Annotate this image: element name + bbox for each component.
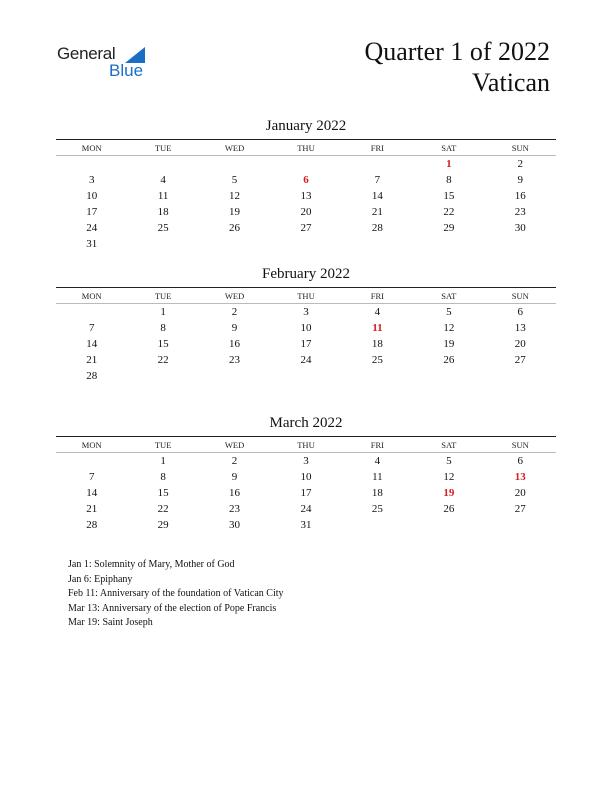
day-cell: 27	[514, 354, 526, 367]
day-cell: 20	[300, 206, 312, 219]
weekday-header: TUE	[154, 142, 172, 153]
holiday-note: Feb 11: Anniversary of the foundation of Vatican City	[68, 588, 284, 599]
logo-text-blue: Blue	[109, 61, 144, 80]
day-cell: 2	[231, 455, 238, 468]
day-cell: 21	[86, 503, 98, 516]
day-cell: 3	[303, 306, 309, 319]
week-row	[56, 454, 556, 470]
day-cell: 8	[446, 174, 452, 187]
day-cell: 21	[371, 206, 383, 219]
weekday-header: SAT	[441, 439, 457, 450]
weekday-header: TUE	[154, 290, 172, 301]
day-cell: 2	[517, 158, 523, 171]
holiday-note: Mar 19: Saint Joseph	[68, 617, 153, 628]
day-cell: 12	[229, 190, 241, 203]
day-cell: 5	[446, 306, 452, 319]
day-cell: 23	[229, 354, 241, 367]
weekday-header: SAT	[441, 290, 457, 301]
day-cell: 4	[160, 174, 166, 187]
week-row	[56, 486, 556, 502]
day-cell: 28	[371, 222, 383, 235]
weekday-header: MON	[81, 290, 102, 301]
day-cell: 24	[300, 503, 312, 516]
day-cell: 23	[229, 503, 241, 516]
logo-text-general: General	[57, 44, 116, 63]
day-cell: 15	[157, 487, 169, 500]
week-row	[56, 369, 556, 385]
day-cell: 9	[231, 471, 238, 484]
day-cell: 18	[371, 487, 383, 500]
day-cell: 1	[160, 455, 166, 468]
day-cell: 30	[514, 222, 526, 235]
day-cell: 26	[443, 354, 455, 367]
weekday-header: FRI	[370, 439, 385, 450]
day-cell: 6	[517, 306, 523, 319]
day-cell: 16	[229, 487, 241, 500]
weekday-header: THU	[297, 142, 315, 153]
holiday-day-cell: 6	[303, 174, 309, 187]
day-cell: 13	[514, 322, 526, 335]
day-cell: 19	[229, 206, 241, 219]
weekday-header-row	[56, 437, 556, 453]
day-cell: 18	[371, 338, 383, 351]
day-cell: 28	[86, 370, 98, 383]
holiday-day-cell: 13	[514, 471, 526, 484]
week-row	[56, 337, 556, 353]
weekday-header: SUN	[511, 142, 529, 153]
day-cell: 31	[300, 519, 312, 532]
day-cell: 17	[86, 206, 98, 219]
day-cell: 29	[157, 519, 169, 532]
day-cell: 27	[300, 222, 312, 235]
day-cell: 8	[160, 322, 166, 335]
week-row	[56, 173, 556, 189]
day-cell: 5	[446, 455, 452, 468]
holiday-note: Jan 6: Epiphany	[68, 573, 133, 585]
day-cell: 15	[443, 190, 455, 203]
day-cell: 24	[300, 354, 312, 367]
day-cell: 9	[231, 322, 238, 335]
weekday-header: SAT	[441, 142, 457, 153]
day-cell: 16	[229, 338, 241, 351]
day-cell: 23	[514, 206, 526, 219]
weekday-header: FRI	[370, 290, 385, 301]
month-calendar	[56, 265, 556, 384]
day-cell: 7	[88, 322, 95, 335]
holiday-day-cell: 11	[372, 322, 383, 335]
month-calendar	[56, 117, 556, 252]
day-cell: 21	[86, 354, 98, 367]
day-cell: 8	[160, 471, 166, 484]
week-row	[56, 221, 556, 237]
week-row	[56, 157, 556, 173]
week-row	[56, 518, 556, 534]
month-title: February 2022	[262, 266, 350, 282]
weekday-header: WED	[224, 439, 245, 450]
day-cell: 15	[157, 338, 169, 351]
day-cell: 25	[371, 503, 383, 516]
quarter-title: Quarter 1 of 2022	[364, 37, 550, 66]
day-cell: 7	[374, 174, 381, 187]
generalblue-logo	[57, 44, 167, 84]
day-cell: 18	[157, 206, 169, 219]
day-cell: 27	[514, 503, 526, 516]
day-cell: 30	[229, 519, 241, 532]
holiday-notes	[68, 558, 284, 631]
day-cell: 10	[86, 190, 98, 203]
weekday-header-row	[56, 288, 556, 304]
day-cell: 10	[300, 471, 312, 484]
week-row	[56, 470, 556, 486]
week-row	[56, 189, 556, 205]
week-row	[56, 321, 556, 337]
day-cell: 10	[300, 322, 312, 335]
weekday-header-row	[56, 140, 556, 156]
weekday-header: WED	[224, 142, 245, 153]
weekday-header: THU	[297, 290, 315, 301]
day-cell: 22	[157, 503, 169, 516]
day-cell: 17	[300, 338, 312, 351]
weekday-header: TUE	[154, 439, 172, 450]
country-title: Vatican	[472, 68, 550, 97]
day-cell: 14	[371, 190, 383, 203]
day-cell: 13	[300, 190, 312, 203]
day-cell: 12	[443, 471, 455, 484]
holiday-note: Jan 1: Solemnity of Mary, Mother of God	[68, 559, 235, 570]
weekday-header: WED	[224, 290, 245, 301]
day-cell: 2	[231, 306, 238, 319]
day-cell: 11	[372, 471, 383, 484]
day-cell: 20	[514, 338, 526, 351]
day-cell: 14	[86, 487, 98, 500]
day-cell: 22	[443, 206, 455, 219]
day-cell: 22	[157, 354, 169, 367]
day-cell: 17	[300, 487, 312, 500]
day-cell: 20	[514, 487, 526, 500]
weekday-header: SUN	[511, 290, 529, 301]
week-row	[56, 205, 556, 221]
day-cell: 3	[88, 174, 95, 187]
day-cell: 26	[443, 503, 455, 516]
day-cell: 26	[229, 222, 241, 235]
day-cell: 24	[86, 222, 98, 235]
day-cell: 6	[517, 455, 523, 468]
day-cell: 25	[157, 222, 169, 235]
day-cell: 9	[517, 174, 523, 187]
week-row	[56, 353, 556, 369]
month-title: March 2022	[269, 415, 343, 431]
day-cell: 5	[231, 174, 238, 187]
day-cell: 4	[374, 455, 381, 468]
weekday-header: FRI	[370, 142, 385, 153]
week-row	[56, 502, 556, 518]
day-cell: 11	[157, 190, 169, 203]
day-cell: 25	[371, 354, 383, 367]
month-title: January 2022	[265, 118, 347, 134]
day-cell: 16	[514, 190, 526, 203]
day-cell: 7	[88, 471, 95, 484]
month-calendar	[56, 414, 556, 533]
page-title	[364, 36, 550, 98]
day-cell: 1	[160, 306, 166, 319]
weekday-header: MON	[81, 142, 102, 153]
day-cell: 31	[86, 238, 98, 251]
day-cell: 29	[443, 222, 455, 235]
day-cell: 14	[86, 338, 98, 351]
holiday-day-cell: 1	[446, 158, 452, 171]
weekday-header: MON	[81, 439, 102, 450]
week-row	[56, 237, 556, 253]
day-cell: 12	[443, 322, 455, 335]
day-cell: 3	[303, 455, 309, 468]
weekday-header: THU	[297, 439, 315, 450]
day-cell: 19	[443, 338, 455, 351]
week-row	[56, 305, 556, 321]
holiday-note: Mar 13: Anniversary of the election of Pope Francis	[68, 602, 277, 614]
day-cell: 28	[86, 519, 98, 532]
day-cell: 4	[374, 306, 381, 319]
weekday-header: SUN	[511, 439, 529, 450]
holiday-day-cell: 19	[443, 487, 455, 500]
